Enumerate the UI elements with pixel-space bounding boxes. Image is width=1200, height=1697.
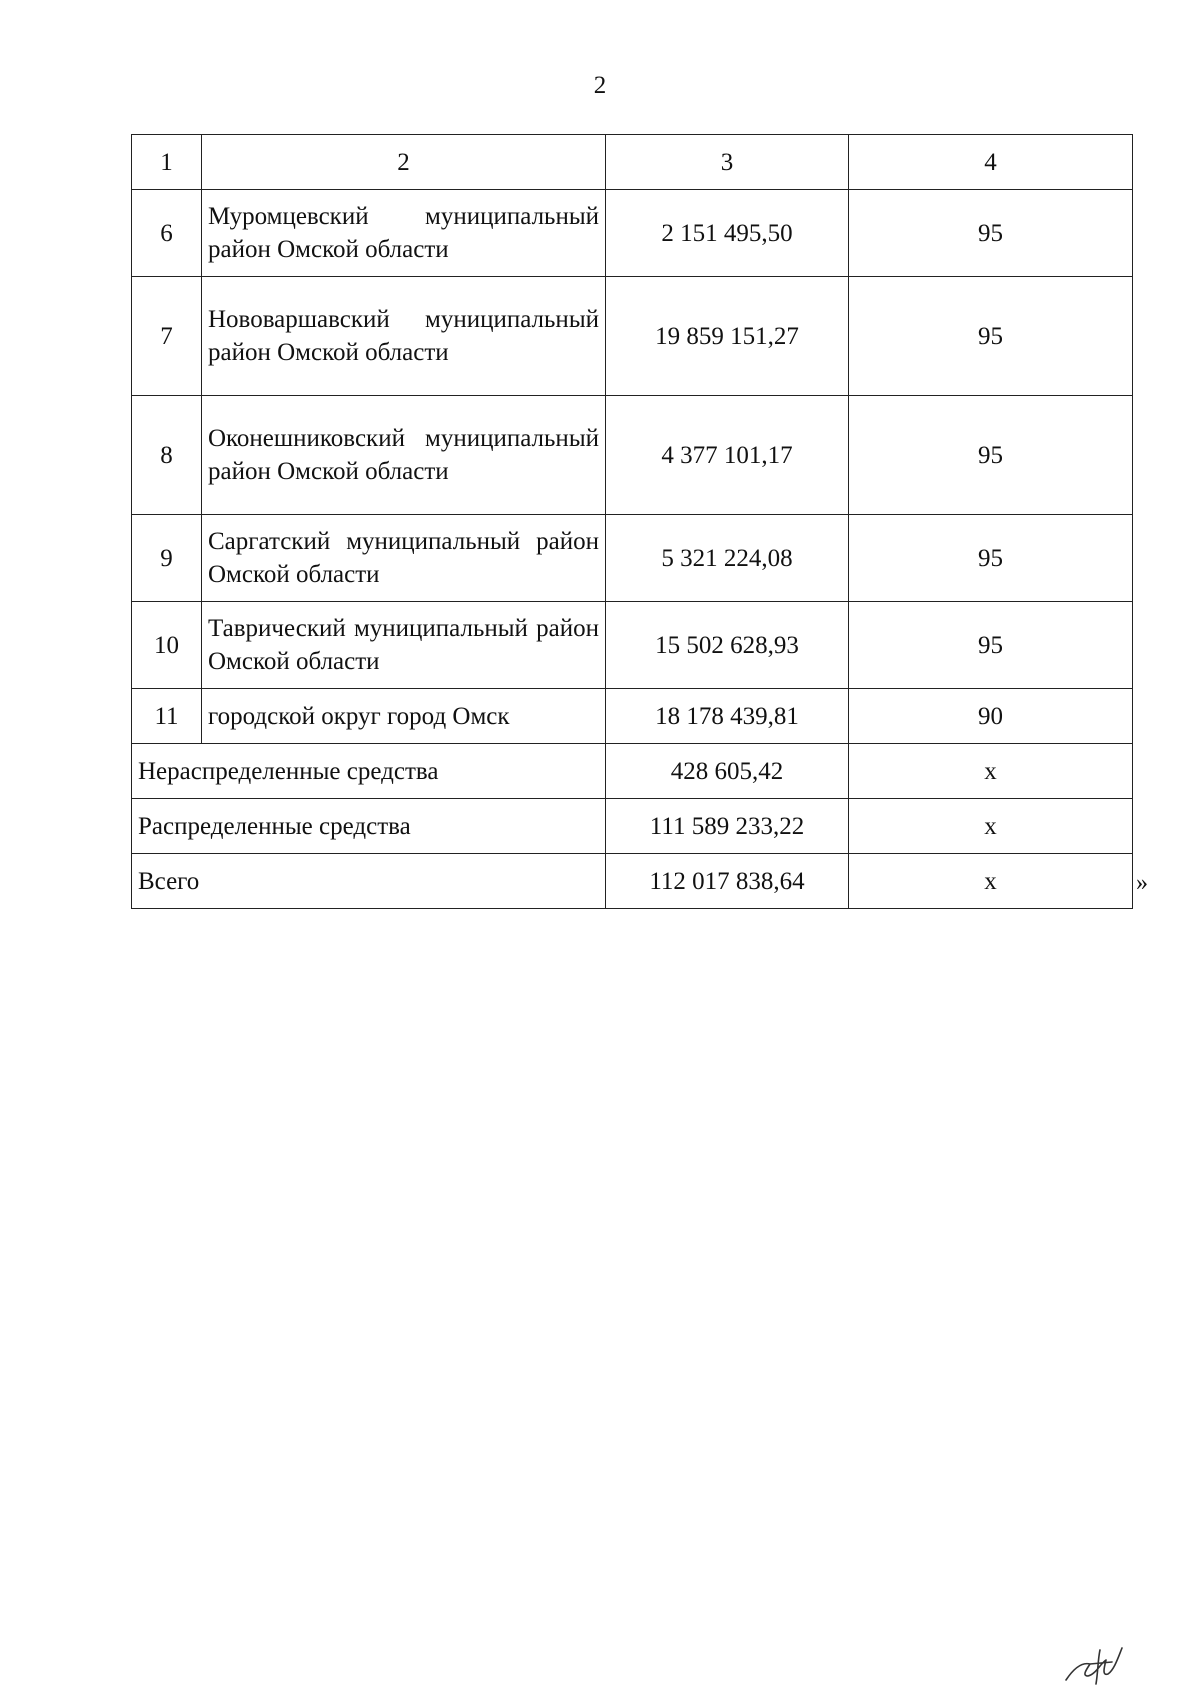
amount-cell: 15 502 628,93	[606, 602, 849, 689]
summary-row-unallocated	[132, 744, 1133, 799]
district-name: Саргатский муниципальный район Омской области	[202, 515, 606, 602]
amount-cell: 4 377 101,17	[606, 396, 849, 515]
percent-cell: 95	[849, 602, 1133, 689]
header-cell-4: 4	[849, 135, 1133, 190]
table-row	[132, 277, 1133, 396]
district-name: городской округ город Омск	[202, 689, 606, 744]
header-cell-1: 1	[132, 135, 202, 190]
percent-cell: 90	[849, 689, 1133, 744]
header-cell-3: 3	[606, 135, 849, 190]
signature-icon	[1060, 1638, 1130, 1688]
row-number: 6	[132, 190, 202, 277]
row-number: 8	[132, 396, 202, 515]
percent-cell: 95	[849, 515, 1133, 602]
table-row	[132, 689, 1133, 744]
summary-mark: х	[849, 854, 1133, 909]
table-row	[132, 515, 1133, 602]
summary-label: Всего	[132, 854, 606, 909]
district-name: Муромцевский муниципальный район Омской области	[202, 190, 606, 277]
table-header-row	[132, 135, 1133, 190]
closing-quote: »	[1136, 870, 1148, 896]
amount-cell: 5 321 224,08	[606, 515, 849, 602]
summary-amount: 111 589 233,22	[606, 799, 849, 854]
row-number: 7	[132, 277, 202, 396]
amount-cell: 2 151 495,50	[606, 190, 849, 277]
summary-mark: х	[849, 799, 1133, 854]
amount-cell: 18 178 439,81	[606, 689, 849, 744]
percent-cell: 95	[849, 277, 1133, 396]
amount-cell: 19 859 151,27	[606, 277, 849, 396]
header-cell-2: 2	[202, 135, 606, 190]
summary-row-total	[132, 854, 1133, 909]
district-name: Таврический муниципальный район Омской области	[202, 602, 606, 689]
summary-amount: 112 017 838,64	[606, 854, 849, 909]
summary-row-allocated	[132, 799, 1133, 854]
row-number: 11	[132, 689, 202, 744]
table-row	[132, 190, 1133, 277]
table-row	[132, 396, 1133, 515]
row-number: 9	[132, 515, 202, 602]
percent-cell: 95	[849, 190, 1133, 277]
summary-label: Нераспределенные средства	[132, 744, 606, 799]
row-number: 10	[132, 602, 202, 689]
table-row	[132, 602, 1133, 689]
summary-amount: 428 605,42	[606, 744, 849, 799]
allocation-table	[131, 134, 1133, 909]
district-name: Оконешниковский муниципальный район Омской области	[202, 396, 606, 515]
percent-cell: 95	[849, 396, 1133, 515]
district-name: Нововаршавский муниципальный район Омской области	[202, 277, 606, 396]
summary-mark: х	[849, 744, 1133, 799]
page-number: 2	[593, 72, 607, 99]
summary-label: Распределенные средства	[132, 799, 606, 854]
